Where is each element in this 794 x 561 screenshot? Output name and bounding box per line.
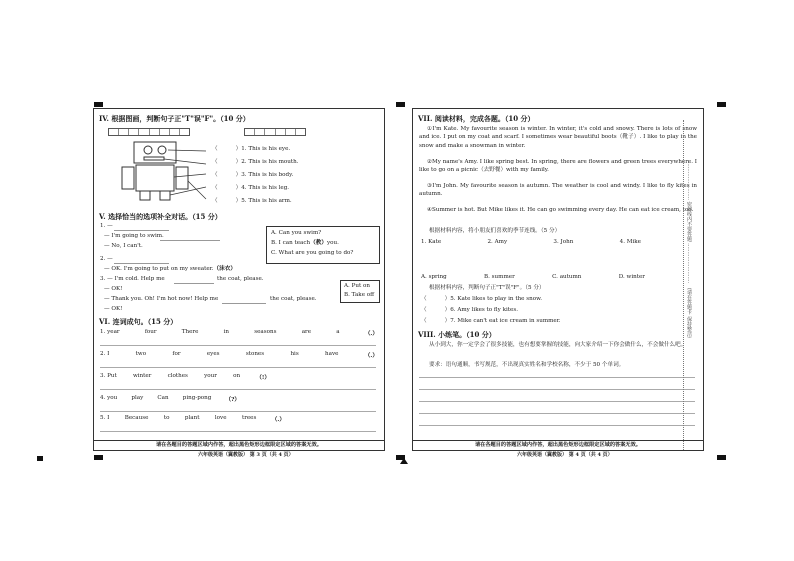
registration-mark bbox=[94, 102, 103, 107]
exam-page-left bbox=[93, 108, 385, 451]
judgement-row: （ ）7. Mike can't eat ice cream in summer. bbox=[421, 318, 561, 324]
section7-title: VII. 阅读材料，完成各题。（10 分） bbox=[418, 114, 535, 123]
reading-paragraph: ②My name's Amy. I like spring best. In spring, there are flowers and green trees everywhere. I like to go on a picnic（去野餐）with my family. bbox=[419, 159, 697, 174]
reading-paragraph: ③I'm John. My favourite season is autumn. The weather is cool and windy. I like to fly kites in autumn. bbox=[419, 183, 697, 198]
answer-line[interactable] bbox=[100, 389, 376, 390]
question-title: 根据材料内容，将小朋友们喜欢的季节连线。（5 分） bbox=[429, 228, 561, 234]
writing-line[interactable] bbox=[419, 413, 695, 414]
registration-mark bbox=[717, 455, 726, 460]
options-box-2: A. Put on B. Take off bbox=[340, 280, 380, 303]
writing-line[interactable] bbox=[419, 389, 695, 390]
registration-mark bbox=[94, 455, 103, 460]
match-season[interactable]: D. winter bbox=[618, 274, 645, 280]
registration-mark bbox=[717, 102, 726, 107]
section5-title: V. 选择恰当的选项补全对话。（15 分） bbox=[99, 212, 222, 221]
dialogue-line: — I'm going to swim. bbox=[104, 233, 164, 239]
dialogue-line: the coat, please. bbox=[270, 296, 317, 302]
options-box-1: A. Can you swim? B. I can teach（教）you. C. What are you going to do? bbox=[266, 226, 380, 264]
section4-title: IV. 根据图画，判断句子正"T"误"F"。（10 分） bbox=[99, 114, 250, 123]
answer-cells-left[interactable] bbox=[108, 128, 190, 136]
dialogue-line: — OK! bbox=[104, 306, 123, 312]
statement-row: （ ）1. This is his eye. bbox=[212, 146, 291, 152]
section4-statements bbox=[212, 146, 382, 211]
answer-cells-right[interactable] bbox=[244, 128, 306, 136]
statement-row: （ ）4. This is his leg. bbox=[212, 185, 290, 191]
section6-title: VI. 连词成句。（15 分） bbox=[99, 317, 178, 326]
robot-picture bbox=[114, 139, 209, 201]
dialogue-line: the coat, please. bbox=[217, 276, 264, 282]
binding-line bbox=[683, 120, 684, 450]
writing-line[interactable] bbox=[419, 377, 695, 378]
writing-line[interactable] bbox=[419, 425, 695, 426]
match-season[interactable]: C. autumn bbox=[552, 274, 582, 280]
dialogue-line: — OK! bbox=[104, 286, 123, 292]
footer-notice: 请在各题目的答题区域内作答，超出黑色矩形边框限定区域的答案无效。 bbox=[413, 440, 703, 450]
word-order-row: 1. year four There in seasons are a （.） bbox=[100, 329, 378, 337]
answer-line[interactable] bbox=[100, 345, 376, 346]
match-name[interactable]: 2. Amy bbox=[487, 239, 508, 245]
footer-notice: 请在各题目的答题区域内作答，超出黑色矩形边框限定区域的答案无效。 bbox=[94, 440, 384, 450]
statement-row: （ ）3. This is his body. bbox=[212, 172, 294, 178]
dialogue-line: 3. — I'm cold. Help me bbox=[100, 276, 165, 282]
writing-prompt: 从小到大，你一定学会了很多技能，也有想要掌握的技能，向大家介绍一下你会做什么，不会做什么吧。 bbox=[429, 342, 687, 348]
dialogue-line: 1. — bbox=[100, 223, 113, 229]
dialogue-line: 2. — bbox=[100, 256, 113, 262]
exam-page-right bbox=[412, 108, 704, 451]
word-order-row: 4. you play Can ping-pong （?） bbox=[100, 395, 240, 403]
page-number-left: 六年级英语（冀教版） 第 3 页（共 4 页） bbox=[198, 452, 294, 458]
reading-paragraph: ①I'm Kate. My favourite season is winter. In winter, it's cold and snowy. There is lots of snow and ice. I put on my coat and scarf. I sometimes wear beautiful boots（靴子）. I like to play in the snow and make a snowman in winter. bbox=[419, 126, 697, 149]
dialogue-line: — Thank you. Oh! I'm hot now! Help me bbox=[104, 296, 219, 302]
dialogue-line: — No, I can't. bbox=[104, 243, 143, 249]
match-name[interactable]: 4. Mike bbox=[619, 239, 641, 245]
match-season[interactable]: A. spring bbox=[421, 274, 447, 280]
statement-row: （ ）2. This is his mouth. bbox=[212, 159, 299, 165]
dialogue-line: — OK. I'm going to put on my sweater.（沫衣） bbox=[104, 266, 236, 272]
names-row bbox=[421, 239, 641, 245]
registration-mark bbox=[37, 456, 43, 461]
match-name[interactable]: 1. Kate bbox=[421, 239, 442, 245]
writing-requirement: 要求：语句通顺，书写规范，不出现真实姓名和学校名称，不少于 50 个单词。 bbox=[429, 362, 625, 368]
answer-line[interactable] bbox=[100, 367, 376, 368]
writing-line[interactable] bbox=[419, 401, 695, 402]
match-season[interactable]: B. summer bbox=[484, 274, 515, 280]
answer-line[interactable] bbox=[100, 431, 376, 432]
question-title: 根据材料内容，判断句子正"T"误"F"。（5 分） bbox=[429, 285, 545, 291]
reading-paragraph: ④Summer is hot. But Mike likes it. He can go swimming every day. He can eat ice cream, too. bbox=[427, 207, 694, 213]
word-order-row: 2. I two for eyes stones his have （.） bbox=[100, 351, 378, 359]
word-order-row: 3. Put winter clothes your on （!） bbox=[100, 373, 270, 381]
section8-title: VIII. 小练笔。（10 分） bbox=[418, 330, 496, 339]
seasons-row bbox=[421, 274, 645, 280]
judgement-row: （ ）5. Kate likes to play in the snow. bbox=[421, 296, 542, 302]
statement-row: （ ）5. This is his arm. bbox=[212, 198, 292, 204]
page-number-right: 六年级英语（冀教版） 第 4 页（共 4 页） bbox=[517, 452, 613, 458]
registration-mark bbox=[396, 102, 405, 107]
triangle-mark bbox=[400, 458, 408, 464]
match-name[interactable]: 3. John bbox=[553, 239, 574, 245]
word-order-row: 5. I Because to plant love trees （.） bbox=[100, 415, 285, 423]
binding-margin-text: …………………… 密封线内不要答题 …………………… （请在答题卡 保持整洁） bbox=[686, 160, 692, 342]
answer-line[interactable] bbox=[100, 411, 376, 412]
judgement-row: （ ）6. Amy likes to fly kites. bbox=[421, 307, 518, 313]
